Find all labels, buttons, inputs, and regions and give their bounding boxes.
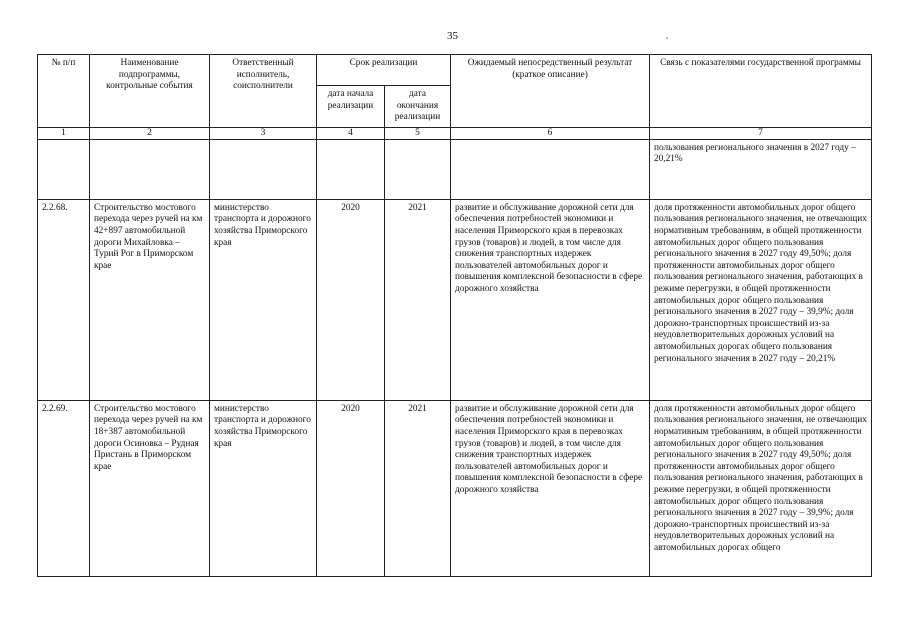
column-number: 3 bbox=[210, 127, 317, 139]
cell-empty bbox=[38, 139, 90, 199]
column-number: 5 bbox=[385, 127, 451, 139]
cell-empty bbox=[385, 139, 451, 199]
column-number: 6 bbox=[451, 127, 650, 139]
row-end: 2021 bbox=[385, 400, 451, 576]
page-number: 35 bbox=[447, 30, 458, 42]
row-result: развитие и обслуживание дорожной сети для обеспечения потребностей экономики и населения Приморского края в перевозках грузов (товаров) и людей, в том числе для снижения транспортных издержек пользователей автомобильных дорог и повышения комплексной безопасности в сфере дорожного хозяйства bbox=[451, 400, 650, 576]
table-row bbox=[38, 199, 872, 400]
column-number: 7 bbox=[650, 127, 872, 139]
header-name: Наименование подпрограммы, контрольные события bbox=[90, 55, 210, 128]
row-link: доля протяженности автомобильных дорог общего пользования регионального значения, не отвечающих нормативным требованиям, в общей протяженности автомобильных дорог общего пользования регионального значения в 2027 году 49,50%; доля протяженности автомобильных дорог общего пользования регионального значения, работающих в режиме перегрузки, в общей протяженности автомобильных дорог общего пользования регионального значения в 2027 году – 39,9%; доля дорожно-транспортных происшествий из-за неудовлетворительных дорожных условий на автомобильных дорогах общего bbox=[650, 400, 872, 576]
row-executor: министерство транспорта и дорожного хозяйства Приморского края bbox=[210, 199, 317, 400]
continuation-text: пользования регионального значения в 2027 году – 20,21% bbox=[650, 139, 872, 199]
row-start: 2020 bbox=[317, 400, 385, 576]
header-end: дата окончания реализации bbox=[385, 86, 451, 128]
row-start: 2020 bbox=[317, 199, 385, 400]
continuation-row bbox=[38, 139, 872, 199]
table-row bbox=[38, 400, 872, 576]
column-number: 2 bbox=[90, 127, 210, 139]
row-number: 2.2.69. bbox=[38, 400, 90, 576]
row-end: 2021 bbox=[385, 199, 451, 400]
header-start: дата начала реализации bbox=[317, 86, 385, 128]
header-period: Срок реализации bbox=[317, 55, 451, 86]
row-executor: министерство транспорта и дорожного хозяйства Приморского края bbox=[210, 400, 317, 576]
column-number-row bbox=[38, 127, 872, 139]
scan-speck bbox=[666, 37, 668, 39]
row-name: Строительство мостового перехода через ручей на км 42+897 автомобильной дороги Михайловка – Турий Рог в Приморском крае bbox=[90, 199, 210, 400]
column-number: 4 bbox=[317, 127, 385, 139]
header-row-1 bbox=[38, 55, 872, 86]
cell-empty bbox=[90, 139, 210, 199]
row-result: развитие и обслуживание дорожной сети для обеспечения потребностей экономики и населения Приморского края в перевозках грузов (товаров) и людей, в том числе для снижения транспортных издержек пользователей автомобильных дорог и повышения комплексной безопасности в сфере дорожного хозяйства bbox=[451, 199, 650, 400]
cell-empty bbox=[210, 139, 317, 199]
row-link: доля протяженности автомобильных дорог общего пользования регионального значения, не отвечающих нормативным требованиям, в общей протяженности автомобильных дорог общего пользования регионального значения в 2027 году 49,50%; доля протяженности автомобильных дорог общего пользования регионального значения, работающих в режиме перегрузки, в общей протяженности автомобильных дорог общего пользования регионального значения в 2027 году – 39,9%; доля дорожно-транспортных происшествий из-за неудовлетворительных дорожных условий на автомобильных дорогах общего пользования регионального значения в 2027 году – 20,21% bbox=[650, 199, 872, 400]
row-name: Строительство мостового перехода через ручей на км 18+387 автомобильной дороги Осиновка – Рудная Пристань в Приморском крае bbox=[90, 400, 210, 576]
cell-empty bbox=[317, 139, 385, 199]
header-executor: Ответственный исполнитель, соисполнители bbox=[210, 55, 317, 128]
program-table bbox=[37, 54, 872, 577]
header-result: Ожидаемый непосредственный результат (краткое описание) bbox=[451, 55, 650, 128]
row-number: 2.2.68. bbox=[38, 199, 90, 400]
header-link: Связь с показателями государственной программы bbox=[650, 55, 872, 128]
header-num: № п/п bbox=[38, 55, 90, 128]
column-number: 1 bbox=[38, 127, 90, 139]
cell-empty bbox=[451, 139, 650, 199]
